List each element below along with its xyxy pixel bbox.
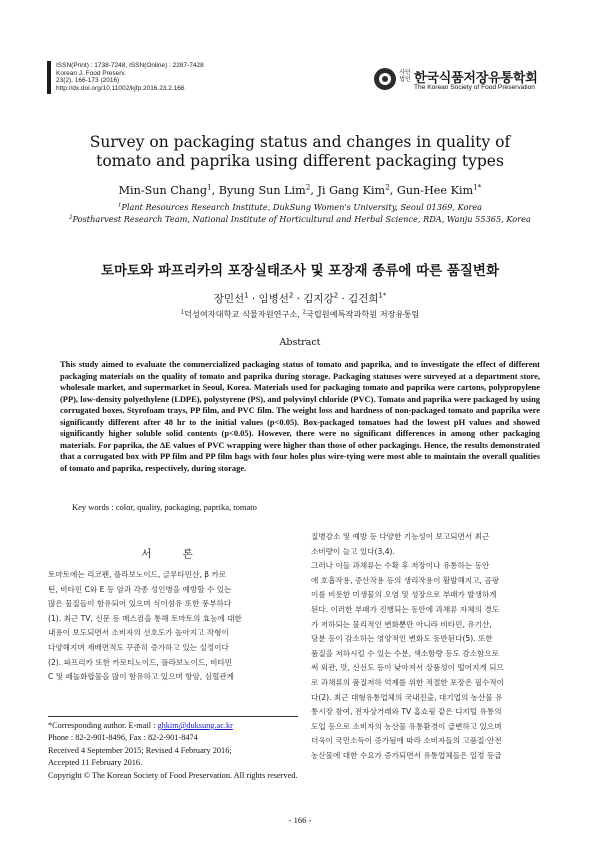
- abstract-body: This study aimed to evaluate the commercialized packaging status of tomato and paprika, and to investigate the effect of different packaging materials on the quality of tomato and paprika during storage. Packaging statuses were surveyed at a department store, wholesale market, and supermarket in Seoul, Korea. Materials used for packaging tomato and paprika were cartons, polypropylene (PP), low-density polyethylene (LDPE), polystyrene (PS), and polyvinyl chloride (PVC). Tomato and paprika were packaged by using corrugated boxes, Styrofoam trays, PP film, and PVC film. The weight loss and hardness of non-packaged tomato and paprika were significantly different after 48 hr to the initial values (p<0.05). Box-packaged tomatoes had the lowest pH values and showed significantly higher soluble solid contents (p<0.05). However, there were no significant differences in among other packaging materials. For paprika, the ΔE values of PVC wrapping were higher than those of other packagings. Hence, the results demonstrated that a corrugated box with PP film and PP film bags with four holes plus wire-tying were most able to maintain the overall qualities of tomato and paprika, respectively, during storage.: [60, 359, 540, 473]
- keywords-label: Key words: [72, 502, 110, 512]
- introduction-heading: 서 론: [141, 548, 207, 560]
- text-line: 틴, 비타민 C와 E 등 암과 각종 성인병을 예방할 수 있는: [48, 584, 232, 594]
- text-line: 다(2). 최근 대형유통업체의 국내진출, 대기업의 농산물 유: [311, 692, 503, 702]
- author-name: Gun-Hee Kim: [396, 184, 474, 197]
- logo-corporate-label: 사단 법인: [399, 69, 411, 83]
- society-english-name: The Korean Society of Food Preservation: [414, 84, 535, 91]
- korean-affiliations: $^1$덕성여자대학교 식물자원연구소, $^2$국립원예특작과학원 저장유통팀: [180, 309, 420, 319]
- text-line: 질병감소 및 예방 등 다양한 기능성이 보고되면서 최근: [311, 532, 490, 541]
- text-line: 다양해지며 재배면적도 꾸준히 증가하고 있는 실정이다: [48, 642, 229, 652]
- affiliation-1: $^1$Plant Resources Research Institute, DukSung Women's University, Seoul 01369, Korea: [117, 202, 483, 212]
- text-line: 소비량이 늘고 있다(3,4).: [311, 546, 395, 556]
- corresponding-author: *Corresponding author. E-mail : ghkim@duksung.ac.kr: [48, 721, 233, 730]
- text-line: C 및 페놀화합물을 많이 함유하고 있으며 항암, 심혈관계: [48, 672, 234, 682]
- text-line: 농산물에 대한 수요가 증가되면서 유통업체들은 일정 등급: [311, 750, 502, 760]
- text-line: 내용이 보도되면서 소비자의 선호도가 높아지고 작형이: [48, 628, 229, 638]
- text-line: 써 외관, 맛, 신선도 등이 낮아져서 상품성이 떨어지게 되므: [311, 663, 504, 673]
- issn-line: ISSN(Print) : 1738-7248, ISSN(Online) : 2287-7428: [56, 62, 204, 69]
- text-line: (1). 최근 TV, 신문 등 매스컴을 통해 토마토의 효능에 대한: [48, 613, 242, 623]
- text-line: 된다. 이러한 부패가 진행되는 동안에 과채류 자체의 경도: [311, 604, 500, 614]
- author-name: Min-Sun Chang: [118, 184, 208, 197]
- journal-name: Korean J. Food Preserv.: [56, 69, 126, 77]
- page-number: - 166 -: [288, 815, 312, 825]
- text-line: 이를 비롯한 미생물의 오염 및 성장으로 부패가 발생하게: [311, 590, 497, 600]
- footnote: [48, 720, 300, 782]
- keywords-value: color, quality, packaging, paprika, tomato: [115, 502, 257, 512]
- text-line: 더욱이 국민소득이 증가됨에 따라 소비자들의 고품질·안전: [311, 736, 502, 746]
- text-line: 도입 등으로 소비자의 농산물 유통환경이 급변하고 있으며: [311, 721, 502, 731]
- text-line: (2). 파프리카 또한 카로티노이드, 플라보노이드, 비타민: [48, 657, 233, 667]
- footnote-divider: [48, 716, 298, 717]
- abstract-heading: Abstract: [279, 337, 321, 348]
- accepted-date: Accepted 11 February 2016.: [48, 758, 143, 768]
- text-line: 토마토에는 리코펜, 플라보노이드, 글루타민산, β 카로: [48, 570, 227, 579]
- volume-line: 23(2), 166-173 (2016): [56, 77, 120, 85]
- intro-right-column: [311, 530, 561, 764]
- author-list: Min-Sun Chang$^1$, Byung Sun Lim$^2$, Ji Gang Kim$^2$, Gun-Hee Kim$^{1*}$: [118, 182, 482, 197]
- society-logo: [374, 66, 556, 96]
- paper-title: Survey on packaging status and changes in quality of tomato and paprika using different packaging types: [89, 133, 511, 170]
- text-line: 많은 물질들이 함유되어 있으며 식이섬유 또한 풍부하다: [48, 599, 232, 609]
- author-name: Byung Sun Lim: [218, 184, 306, 197]
- received-dates: Received 4 September 2015; Revised 4 February 2016;: [48, 745, 232, 755]
- copyright-notice: Copyright © The Korean Society of Food Preservation. All rights reserved.: [48, 770, 298, 780]
- phone-fax: Phone : 82-2-901-8496, Fax : 82-2-901-8474: [48, 733, 198, 743]
- keywords-line: Key words : color, quality, packaging, paprika, tomato: [72, 502, 257, 512]
- text-line: 에 호흡작용, 증산작용 등의 생리작용이 활발해지고, 곰팡: [311, 575, 500, 585]
- korean-author-list: 장민선$^1$ · 임병선$^2$ · 김지강$^2$ · 김건희$^{1*}$: [213, 291, 387, 305]
- korean-title: 토마토와 파프리카의 포장실태조사 및 포장재 종류에 따른 품질변화: [100, 263, 500, 279]
- text-line: 품질을 저하시킬 수 있는 수분, 색소함량 등도 감소함으로: [311, 648, 500, 658]
- text-line: 그러나 이들 과채류는 수확 후 저장이나 유통하는 동안: [311, 561, 490, 571]
- text-line: 당분 등이 감소하는 영양적인 변화도 동반된다(5). 또한: [311, 634, 493, 644]
- header-bar: [47, 61, 51, 94]
- email-link[interactable]: ghkim@duksung.ac.kr: [157, 721, 233, 730]
- journal-header: [56, 62, 204, 92]
- intro-left-column: [48, 568, 298, 685]
- society-korean-name: 한국식품저장유통학회: [414, 71, 538, 86]
- author-name: Ji Gang Kim: [317, 184, 386, 197]
- affiliation-2: $^2$Postharvest Research Team, National Institute of Horticultural and Herbal Science, RDA, Wanju 55365, Korea: [69, 214, 531, 224]
- society-emblem-icon: [374, 68, 396, 90]
- text-line: 가 저하되는 물리적인 변화뿐만 아니라 비타민, 유기산,: [311, 619, 492, 629]
- doi-link[interactable]: http://dx.doi.org/10.11002/kjfp.2016.23.2.166: [56, 84, 185, 92]
- text-line: 로 과채류의 품질저하 억제를 위한 적절한 포장은 필수적이: [311, 677, 504, 687]
- text-line: 통시장 참여, 전자상거래와 TV 홈쇼핑 같은 디지털 유통의: [311, 707, 502, 717]
